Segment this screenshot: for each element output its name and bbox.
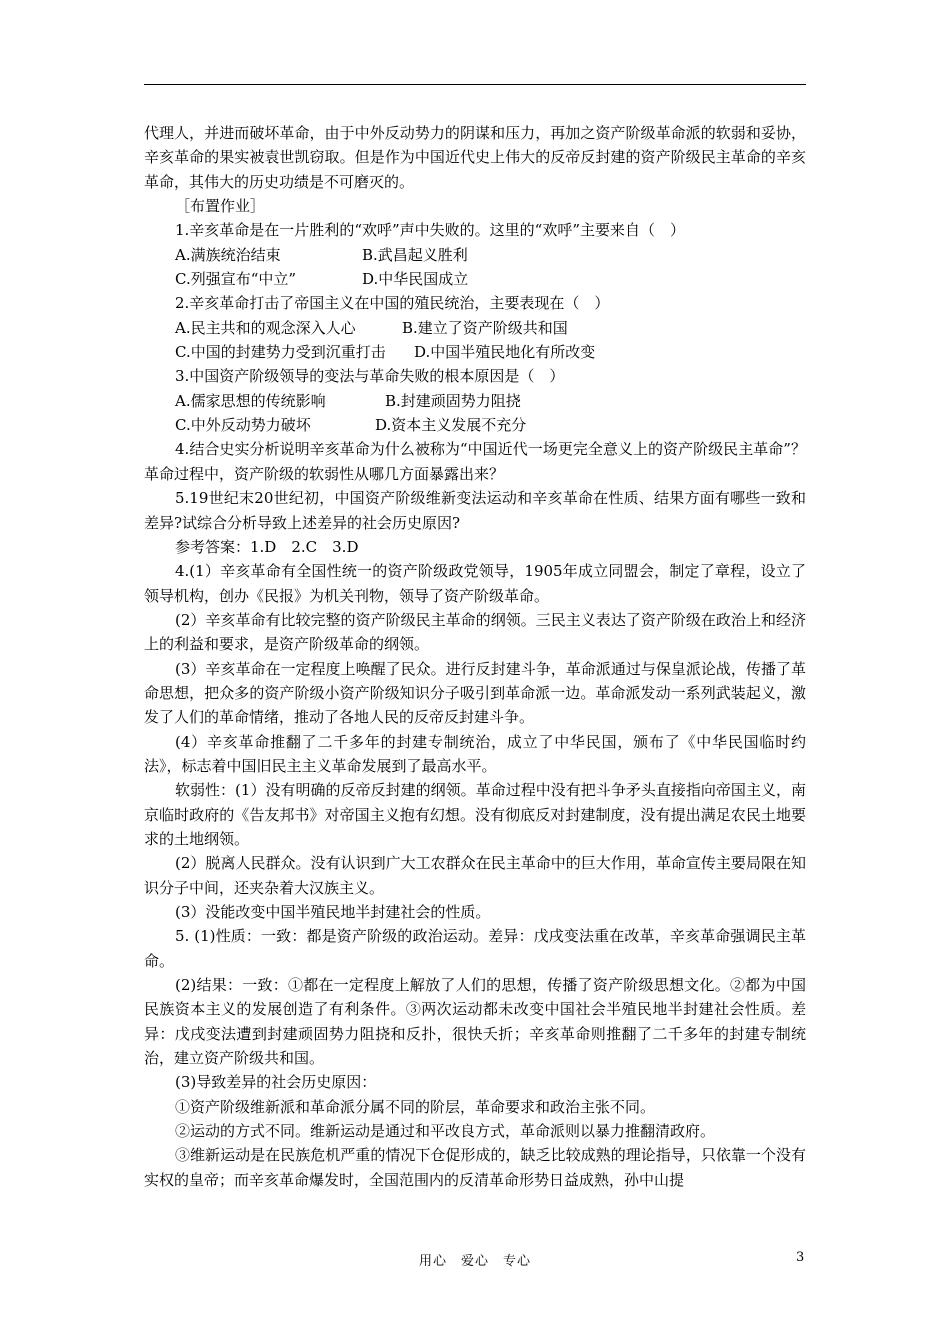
option-right: D.资本主义发展不充分 [375,416,527,435]
option-left: C.列强宣布“中立” [175,270,297,289]
paragraph: 软弱性：(1）没有明确的反帝反封建的纲领。革命过程中没有把斗争矛头直接指向帝国主义，南京临时政府的《告友邦书》对帝国主义抱有幻想。没有彻底反对封建制度，没有提出满足农民土地要求的土地纲领。 [144,781,806,848]
paragraph: 5.19世纪末20世纪初，中国资产阶级维新变法运动和辛亥革命在性质、结果方面有哪些一致和差异?试综合分析导致上述差异的社会历史原因? [144,489,806,532]
option-right: B.封建顽固势力阻挠 [385,391,521,410]
paragraph: (3)导致差异的社会历史原因： [175,1073,377,1092]
paragraph: 2.辛亥革命打击了帝国主义在中国的殖民统治，主要表现在（ ） [175,294,610,313]
paragraph: ①资产阶级维新派和革命派分属不同的阶层，革命要求和政治主张不同。 [175,1097,656,1116]
paragraph: (2）辛亥革命有比较完整的资产阶级民主革命的纲领。三民主义表达了资产阶级在政治上和经济上的利益和要求，是资产阶级革命的纲领。 [144,610,806,654]
answer-options [144,389,806,413]
answer-options [144,243,806,267]
paragraph: ③维新运动是在民族危机严重的情况下仓促形成的，缺乏比较成熟的理论指导，只依靠一个没有实权的皇帝；而辛亥革命爆发时，全国范围内的反清革命形势日益成熟，孙中山提 [144,1146,806,1189]
paragraph: 5. (1)性质：一致：都是资产阶级的政治运动。差异：戊戌变法重在改革，辛亥革命强调民主革命。 [144,927,806,970]
paragraph: (3）辛亥革命在一定程度上唤醒了民众。进行反封建斗争，革命派通过与保皇派论战，传播了革命思想，把众多的资产阶级小资产阶级知识分子吸引到革命派一边。革命派发动一系列武装起义，激发了人们的革命情绪，推动了各地人民的反帝反封建斗争。 [144,659,806,727]
footer-motto: 用心 爱心 专心 [418,1254,531,1269]
option-left: A.民主共和的观念深入人心 [175,318,356,337]
paragraph: ②运动的方式不同。维新运动是通过和平改良方式，革命派则以暴力推翻清政府。 [175,1122,716,1141]
option-right: B.武昌起义胜利 [362,245,468,264]
option-left: C.中国的封建势力受到沉重打击 [175,343,386,362]
document-body [144,121,806,1192]
answer-options [144,316,806,340]
option-right: D.中国半殖民地化有所改变 [414,343,596,362]
option-left: A.儒家思想的传统影响 [175,391,326,410]
option-right: D.中华民国成立 [362,270,469,289]
paragraph: 参考答案：1.D 2.C 3.D [175,537,359,556]
answer-options [144,413,806,437]
page-number: 3 [796,1250,805,1265]
answer-options [144,267,806,291]
paragraph: 3.中国资产阶级领导的变法与革命失败的根本原因是（ ） [175,367,565,386]
paragraph: 4.结合史实分析说明辛亥革命为什么被称为“中国近代一场更完全意义上的资产阶级民主革命”？革命过程中，资产阶级的软弱性从哪几方面暴露出来？ [144,440,806,483]
paragraph: 4.(1）辛亥革命有全国性统一的资产阶级政党领导，1905年成立同盟会，制定了章程，设立了领导机构，创办《民报》为机关刊物，领导了资产阶级革命。 [144,562,806,605]
paragraph: 1.辛亥革命是在一片胜利的“欢呼”声中失败的。这里的“欢呼”主要来自（ ） [175,221,685,240]
paragraph: ［布置作业］ [175,197,266,216]
header-rule [144,84,806,85]
paragraph: (4）辛亥革命推翻了二千多年的封建专制统治，成立了中华民国，颁布了《中华民国临时约法》，标志着中国旧民主主义革命发展到了最高水平。 [144,732,806,775]
option-left: A.满族统治结束 [175,245,281,264]
answer-options [144,340,806,364]
paragraph: 代理人，并进而破坏革命，由于中外反动势力的阴谋和压力，再加之资产阶级革命派的软弱和妥协，辛亥革命的果实被袁世凯窃取。但是作为中国近代史上伟大的反帝反封建的资产阶级民主革命的辛亥革命，其伟大的历史功绩是不可磨灭的。 [144,124,806,191]
paragraph: (2)结果：一致：①都在一定程度上解放了人们的思想，传播了资产阶级思想文化。②都为中国民族资本主义的发展创造了有利条件。③两次运动都未改变中国社会半殖民地半封建社会性质。差异：戊戌变法遭到封建顽固势力阻挠和反扑，很快夭折；辛亥革命则推翻了二千多年的封建专制统治，建立资产阶级共和国。 [144,976,806,1068]
paragraph: (2）脱离人民群众。没有认识到广大工农群众在民主革命中的巨大作用，革命宣传主要局限在知识分子中间，还夹杂着大汉族主义。 [144,854,806,897]
option-right: B.建立了资产阶级共和国 [402,318,568,337]
option-left: C.中外反动势力破坏 [175,416,311,435]
paragraph: (3）没能改变中国半殖民地半封建社会的性质。 [175,903,491,921]
